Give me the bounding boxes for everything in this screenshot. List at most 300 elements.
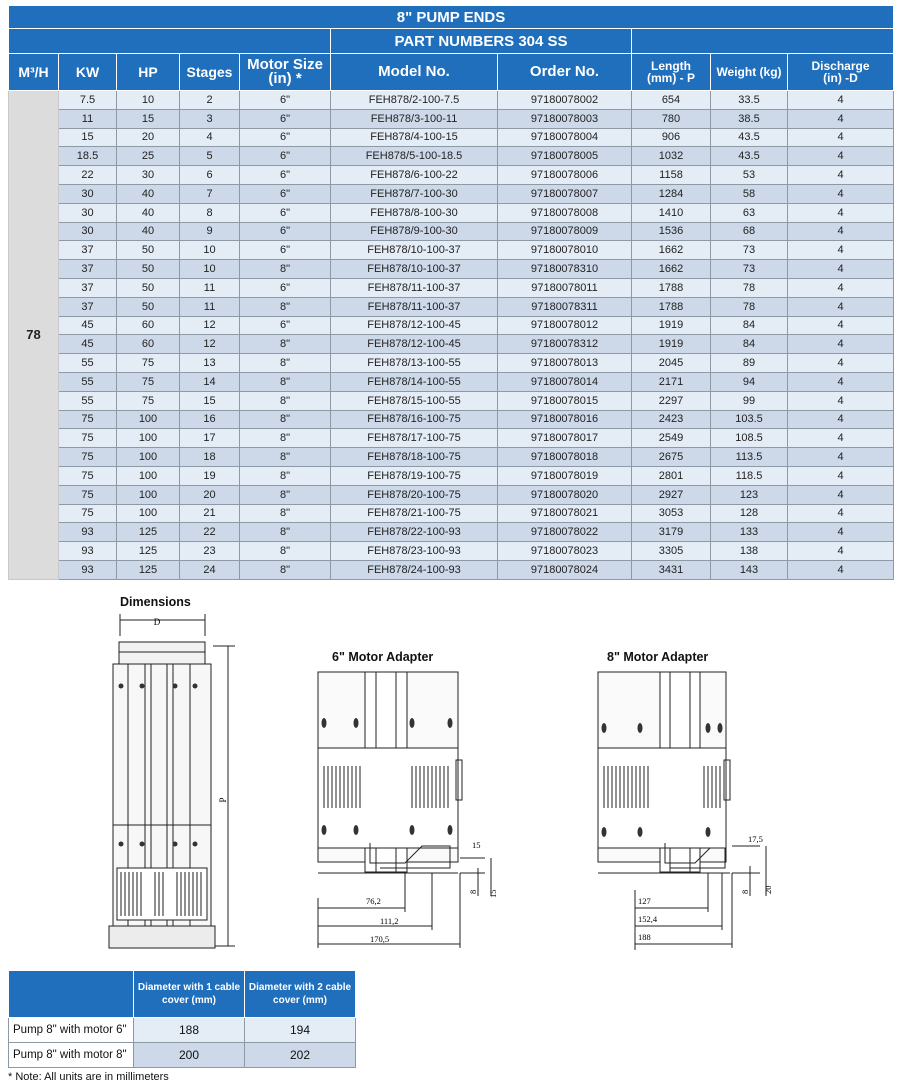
table-row bbox=[9, 278, 894, 297]
model-no-cell: FEH878/13-100-55 bbox=[331, 354, 498, 373]
table-row bbox=[9, 523, 894, 542]
stages-cell: 13 bbox=[180, 354, 240, 373]
motor-size-cell: 6" bbox=[240, 91, 331, 110]
motor6-dim-8: 8 bbox=[468, 889, 478, 894]
hp-cell: 75 bbox=[117, 372, 180, 391]
motor-size-cell: 8" bbox=[240, 372, 331, 391]
order-no-cell: 97180078010 bbox=[498, 241, 632, 260]
motor6-dim-170: 170,5 bbox=[370, 934, 390, 944]
model-no-cell: FEH878/2-100-7.5 bbox=[331, 91, 498, 110]
discharge-cell: 4 bbox=[788, 91, 894, 110]
discharge-cell: 4 bbox=[788, 372, 894, 391]
table-row bbox=[9, 354, 894, 373]
kw-cell: 11 bbox=[59, 109, 117, 128]
order-no-cell: 97180078018 bbox=[498, 448, 632, 467]
motor8-dim-20: 20 bbox=[763, 885, 773, 894]
diam-header-2-cover: Diameter with 2 cable cover (mm) bbox=[245, 971, 356, 1018]
hp-cell: 40 bbox=[117, 184, 180, 203]
length-cell: 2801 bbox=[632, 466, 711, 485]
length-cell: 2423 bbox=[632, 410, 711, 429]
length-cell: 2675 bbox=[632, 448, 711, 467]
stages-cell: 11 bbox=[180, 297, 240, 316]
kw-cell: 55 bbox=[59, 372, 117, 391]
motor6-title: 6" Motor Adapter bbox=[332, 650, 434, 664]
pump-ends-table bbox=[8, 5, 894, 580]
kw-cell: 55 bbox=[59, 391, 117, 410]
length-cell: 2045 bbox=[632, 354, 711, 373]
weight-cell: 118.5 bbox=[711, 466, 788, 485]
model-no-cell: FEH878/20-100-75 bbox=[331, 485, 498, 504]
motor8-adapter-drawing bbox=[590, 668, 800, 953]
model-no-cell: FEH878/22-100-93 bbox=[331, 523, 498, 542]
stages-cell: 18 bbox=[180, 448, 240, 467]
length-cell: 1662 bbox=[632, 260, 711, 279]
weight-cell: 103.5 bbox=[711, 410, 788, 429]
kw-cell: 30 bbox=[59, 222, 117, 241]
flow-rate-cell: 78 bbox=[9, 91, 59, 580]
table-row bbox=[9, 504, 894, 523]
kw-cell: 15 bbox=[59, 128, 117, 147]
discharge-cell: 4 bbox=[788, 147, 894, 166]
weight-cell: 143 bbox=[711, 560, 788, 579]
hp-cell: 125 bbox=[117, 523, 180, 542]
diam-1-cover-value: 200 bbox=[134, 1043, 245, 1068]
length-cell: 1919 bbox=[632, 335, 711, 354]
weight-cell: 94 bbox=[711, 372, 788, 391]
stages-cell: 3 bbox=[180, 109, 240, 128]
order-no-cell: 97180078009 bbox=[498, 222, 632, 241]
table-row bbox=[9, 184, 894, 203]
hp-cell: 75 bbox=[117, 354, 180, 373]
order-no-cell: 97180078310 bbox=[498, 260, 632, 279]
units-note: * Note: All units are in millimeters bbox=[8, 1071, 169, 1083]
hp-cell: 50 bbox=[117, 241, 180, 260]
kw-cell: 75 bbox=[59, 485, 117, 504]
hp-cell: 125 bbox=[117, 542, 180, 561]
header-spacer bbox=[9, 29, 331, 54]
weight-cell: 84 bbox=[711, 316, 788, 335]
order-no-cell: 97180078021 bbox=[498, 504, 632, 523]
length-cell: 1788 bbox=[632, 278, 711, 297]
order-no-cell: 97180078014 bbox=[498, 372, 632, 391]
stages-cell: 4 bbox=[180, 128, 240, 147]
weight-cell: 78 bbox=[711, 278, 788, 297]
stages-cell: 10 bbox=[180, 241, 240, 260]
weight-cell: 78 bbox=[711, 297, 788, 316]
table-row bbox=[9, 128, 894, 147]
weight-cell: 63 bbox=[711, 203, 788, 222]
kw-cell: 93 bbox=[59, 523, 117, 542]
weight-cell: 128 bbox=[711, 504, 788, 523]
discharge-cell: 4 bbox=[788, 128, 894, 147]
hp-cell: 100 bbox=[117, 429, 180, 448]
stages-cell: 8 bbox=[180, 203, 240, 222]
order-no-cell: 97180078003 bbox=[498, 109, 632, 128]
discharge-cell: 4 bbox=[788, 504, 894, 523]
motor-size-cell: 8" bbox=[240, 429, 331, 448]
weight-cell: 138 bbox=[711, 542, 788, 561]
table-row bbox=[9, 260, 894, 279]
table-row bbox=[9, 372, 894, 391]
weight-cell: 99 bbox=[711, 391, 788, 410]
model-no-cell: FEH878/8-100-30 bbox=[331, 203, 498, 222]
col-discharge-header bbox=[788, 54, 894, 91]
length-cell: 1662 bbox=[632, 241, 711, 260]
stages-cell: 24 bbox=[180, 560, 240, 579]
kw-cell: 45 bbox=[59, 316, 117, 335]
hp-cell: 125 bbox=[117, 560, 180, 579]
label-p: P bbox=[218, 797, 228, 803]
motor-size-cell: 6" bbox=[240, 316, 331, 335]
weight-cell: 108.5 bbox=[711, 429, 788, 448]
motor8-dim-17: 17,5 bbox=[748, 834, 763, 844]
stages-cell: 12 bbox=[180, 335, 240, 354]
order-no-cell: 97180078004 bbox=[498, 128, 632, 147]
hp-cell: 40 bbox=[117, 203, 180, 222]
discharge-cell: 4 bbox=[788, 260, 894, 279]
hp-cell: 50 bbox=[117, 297, 180, 316]
stages-cell: 7 bbox=[180, 184, 240, 203]
col-model-header: Model No. bbox=[331, 54, 498, 91]
motor-size-cell: 8" bbox=[240, 391, 331, 410]
discharge-cell: 4 bbox=[788, 542, 894, 561]
discharge-cell: 4 bbox=[788, 391, 894, 410]
kw-cell: 37 bbox=[59, 260, 117, 279]
hp-cell: 50 bbox=[117, 278, 180, 297]
discharge-cell: 4 bbox=[788, 560, 894, 579]
stages-cell: 19 bbox=[180, 466, 240, 485]
diam-2-cover-value: 194 bbox=[245, 1018, 356, 1043]
hp-cell: 25 bbox=[117, 147, 180, 166]
length-cell: 1410 bbox=[632, 203, 711, 222]
weight-cell: 53 bbox=[711, 166, 788, 185]
table-row bbox=[9, 448, 894, 467]
model-no-cell: FEH878/15-100-55 bbox=[331, 391, 498, 410]
weight-cell: 89 bbox=[711, 354, 788, 373]
hp-cell: 100 bbox=[117, 410, 180, 429]
table-title: 8" PUMP ENDS bbox=[9, 6, 894, 29]
motor-size-cell: 8" bbox=[240, 448, 331, 467]
stages-cell: 16 bbox=[180, 410, 240, 429]
motor-size-cell: 6" bbox=[240, 203, 331, 222]
stages-cell: 5 bbox=[180, 147, 240, 166]
discharge-cell: 4 bbox=[788, 184, 894, 203]
col-hp-header: HP bbox=[117, 54, 180, 91]
discharge-cell: 4 bbox=[788, 485, 894, 504]
motor8-dim-152: 152,4 bbox=[638, 914, 658, 924]
model-no-cell: FEH878/14-100-55 bbox=[331, 372, 498, 391]
motor8-title: 8" Motor Adapter bbox=[607, 650, 709, 664]
motor-size-cell: 6" bbox=[240, 222, 331, 241]
diam-row bbox=[9, 1018, 356, 1043]
diam-header-empty bbox=[9, 971, 134, 1018]
order-no-cell: 97180078020 bbox=[498, 485, 632, 504]
model-no-cell: FEH878/3-100-11 bbox=[331, 109, 498, 128]
motor-size-cell: 8" bbox=[240, 560, 331, 579]
kw-cell: 22 bbox=[59, 166, 117, 185]
table-row bbox=[9, 222, 894, 241]
order-no-cell: 97180078015 bbox=[498, 391, 632, 410]
hp-cell: 50 bbox=[117, 260, 180, 279]
diam-2-cover-value: 202 bbox=[245, 1043, 356, 1068]
model-no-cell: FEH878/9-100-30 bbox=[331, 222, 498, 241]
motor-size-cell: 6" bbox=[240, 278, 331, 297]
length-cell: 1536 bbox=[632, 222, 711, 241]
length-cell: 3305 bbox=[632, 542, 711, 561]
kw-cell: 93 bbox=[59, 560, 117, 579]
table-row bbox=[9, 109, 894, 128]
weight-cell: 38.5 bbox=[711, 109, 788, 128]
discharge-cell: 4 bbox=[788, 297, 894, 316]
model-no-cell: FEH878/7-100-30 bbox=[331, 184, 498, 203]
diam-1-cover-value: 188 bbox=[134, 1018, 245, 1043]
motor-size-cell: 8" bbox=[240, 504, 331, 523]
stages-cell: 20 bbox=[180, 485, 240, 504]
hp-cell: 75 bbox=[117, 391, 180, 410]
order-no-cell: 97180078006 bbox=[498, 166, 632, 185]
kw-cell: 30 bbox=[59, 184, 117, 203]
stages-cell: 21 bbox=[180, 504, 240, 523]
hp-cell: 100 bbox=[117, 448, 180, 467]
model-no-cell: FEH878/10-100-37 bbox=[331, 260, 498, 279]
diam-row bbox=[9, 1043, 356, 1068]
model-no-cell: FEH878/11-100-37 bbox=[331, 297, 498, 316]
discharge-cell: 4 bbox=[788, 166, 894, 185]
discharge-cell: 4 bbox=[788, 354, 894, 373]
motor-size-line1: Motor Size bbox=[247, 56, 323, 73]
discharge-cell: 4 bbox=[788, 203, 894, 222]
length-cell: 3179 bbox=[632, 523, 711, 542]
model-no-cell: FEH878/6-100-22 bbox=[331, 166, 498, 185]
motor-size-cell: 8" bbox=[240, 466, 331, 485]
order-no-cell: 97180078019 bbox=[498, 466, 632, 485]
stages-cell: 12 bbox=[180, 316, 240, 335]
col-flow-header: M³/H bbox=[9, 54, 59, 91]
weight-cell: 113.5 bbox=[711, 448, 788, 467]
order-no-cell: 97180078016 bbox=[498, 410, 632, 429]
weight-cell: 43.5 bbox=[711, 128, 788, 147]
length-cell: 2171 bbox=[632, 372, 711, 391]
model-no-cell: FEH878/11-100-37 bbox=[331, 278, 498, 297]
length-cell: 2549 bbox=[632, 429, 711, 448]
hp-cell: 100 bbox=[117, 466, 180, 485]
length-cell: 654 bbox=[632, 91, 711, 110]
motor8-dim-8: 8 bbox=[740, 889, 750, 894]
table-row bbox=[9, 466, 894, 485]
table-row bbox=[9, 297, 894, 316]
length-line1: Length bbox=[651, 59, 691, 73]
hp-cell: 60 bbox=[117, 316, 180, 335]
kw-cell: 75 bbox=[59, 466, 117, 485]
length-cell: 2297 bbox=[632, 391, 711, 410]
model-no-cell: FEH878/5-100-18.5 bbox=[331, 147, 498, 166]
col-weight-header: Weight (kg) bbox=[711, 54, 788, 91]
stages-cell: 11 bbox=[180, 278, 240, 297]
model-no-cell: FEH878/12-100-45 bbox=[331, 316, 498, 335]
kw-cell: 93 bbox=[59, 542, 117, 561]
discharge-cell: 4 bbox=[788, 222, 894, 241]
discharge-cell: 4 bbox=[788, 316, 894, 335]
stages-cell: 22 bbox=[180, 523, 240, 542]
stages-cell: 17 bbox=[180, 429, 240, 448]
kw-cell: 30 bbox=[59, 203, 117, 222]
diameter-table bbox=[8, 970, 356, 1068]
table-row bbox=[9, 316, 894, 335]
motor-size-cell: 8" bbox=[240, 297, 331, 316]
table-row bbox=[9, 429, 894, 448]
discharge-cell: 4 bbox=[788, 241, 894, 260]
table-row bbox=[9, 147, 894, 166]
stages-cell: 10 bbox=[180, 260, 240, 279]
kw-cell: 55 bbox=[59, 354, 117, 373]
discharge-cell: 4 bbox=[788, 109, 894, 128]
weight-cell: 84 bbox=[711, 335, 788, 354]
motor-size-line2: (in) * bbox=[268, 70, 302, 87]
weight-cell: 58 bbox=[711, 184, 788, 203]
motor-size-cell: 6" bbox=[240, 109, 331, 128]
motor8-dim-188: 188 bbox=[638, 932, 651, 942]
kw-cell: 7.5 bbox=[59, 91, 117, 110]
length-cell: 3431 bbox=[632, 560, 711, 579]
hp-cell: 60 bbox=[117, 335, 180, 354]
discharge-cell: 4 bbox=[788, 429, 894, 448]
order-no-cell: 97180078311 bbox=[498, 297, 632, 316]
kw-cell: 75 bbox=[59, 429, 117, 448]
col-kw-header: KW bbox=[59, 54, 117, 91]
motor-size-cell: 8" bbox=[240, 485, 331, 504]
table-row bbox=[9, 203, 894, 222]
kw-cell: 18.5 bbox=[59, 147, 117, 166]
discharge-line2: (in) -D bbox=[823, 71, 858, 85]
table-row bbox=[9, 335, 894, 354]
motor-size-cell: 8" bbox=[240, 354, 331, 373]
hp-cell: 20 bbox=[117, 128, 180, 147]
stages-cell: 9 bbox=[180, 222, 240, 241]
model-no-cell: FEH878/4-100-15 bbox=[331, 128, 498, 147]
discharge-cell: 4 bbox=[788, 278, 894, 297]
discharge-cell: 4 bbox=[788, 410, 894, 429]
weight-cell: 33.5 bbox=[711, 91, 788, 110]
order-no-cell: 97180078002 bbox=[498, 91, 632, 110]
length-cell: 1032 bbox=[632, 147, 711, 166]
order-no-cell: 97180078017 bbox=[498, 429, 632, 448]
weight-cell: 43.5 bbox=[711, 147, 788, 166]
order-no-cell: 97180078024 bbox=[498, 560, 632, 579]
motor6-dim-15: 15 bbox=[488, 889, 498, 898]
table-row bbox=[9, 560, 894, 579]
model-no-cell: FEH878/10-100-37 bbox=[331, 241, 498, 260]
discharge-cell: 4 bbox=[788, 523, 894, 542]
table-subtitle: PART NUMBERS 304 SS bbox=[331, 29, 632, 54]
kw-cell: 75 bbox=[59, 448, 117, 467]
hp-cell: 30 bbox=[117, 166, 180, 185]
model-no-cell: FEH878/24-100-93 bbox=[331, 560, 498, 579]
discharge-line1: Discharge bbox=[811, 59, 870, 73]
discharge-cell: 4 bbox=[788, 466, 894, 485]
col-length-header bbox=[632, 54, 711, 91]
table-row bbox=[9, 91, 894, 110]
weight-cell: 73 bbox=[711, 260, 788, 279]
stages-cell: 23 bbox=[180, 542, 240, 561]
motor-size-cell: 6" bbox=[240, 128, 331, 147]
kw-cell: 45 bbox=[59, 335, 117, 354]
hp-cell: 10 bbox=[117, 91, 180, 110]
kw-cell: 37 bbox=[59, 241, 117, 260]
motor6-dim-111: 111,2 bbox=[380, 916, 399, 926]
weight-cell: 123 bbox=[711, 485, 788, 504]
motor-size-cell: 8" bbox=[240, 523, 331, 542]
header-spacer-right bbox=[632, 29, 894, 54]
kw-cell: 37 bbox=[59, 297, 117, 316]
table-row bbox=[9, 391, 894, 410]
diam-row-label: Pump 8" with motor 6" bbox=[9, 1018, 134, 1043]
hp-cell: 40 bbox=[117, 222, 180, 241]
order-no-cell: 97180078011 bbox=[498, 278, 632, 297]
length-cell: 3053 bbox=[632, 504, 711, 523]
col-stages-header: Stages bbox=[180, 54, 240, 91]
length-cell: 906 bbox=[632, 128, 711, 147]
length-cell: 1158 bbox=[632, 166, 711, 185]
table-row bbox=[9, 542, 894, 561]
motor-size-cell: 6" bbox=[240, 184, 331, 203]
table-row bbox=[9, 241, 894, 260]
model-no-cell: FEH878/17-100-75 bbox=[331, 429, 498, 448]
order-no-cell: 97180078013 bbox=[498, 354, 632, 373]
order-no-cell: 97180078022 bbox=[498, 523, 632, 542]
motor-size-cell: 6" bbox=[240, 241, 331, 260]
motor6-adapter-drawing bbox=[310, 668, 520, 953]
length-cell: 1284 bbox=[632, 184, 711, 203]
diam-header-1-cover: Diameter with 1 cable cover (mm) bbox=[134, 971, 245, 1018]
dimensions-title: Dimensions bbox=[120, 595, 191, 609]
motor-size-cell: 8" bbox=[240, 260, 331, 279]
stages-cell: 14 bbox=[180, 372, 240, 391]
order-no-cell: 97180078312 bbox=[498, 335, 632, 354]
kw-cell: 75 bbox=[59, 504, 117, 523]
motor6-dim-15-top: 15 bbox=[472, 840, 481, 850]
order-no-cell: 97180078023 bbox=[498, 542, 632, 561]
pump-table-body bbox=[9, 91, 894, 580]
length-cell: 1788 bbox=[632, 297, 711, 316]
weight-cell: 73 bbox=[711, 241, 788, 260]
table-row bbox=[9, 485, 894, 504]
discharge-cell: 4 bbox=[788, 335, 894, 354]
motor6-dim-76: 76,2 bbox=[366, 896, 381, 906]
length-cell: 2927 bbox=[632, 485, 711, 504]
length-cell: 780 bbox=[632, 109, 711, 128]
label-d: D bbox=[153, 617, 161, 627]
table-row bbox=[9, 410, 894, 429]
discharge-cell: 4 bbox=[788, 448, 894, 467]
hp-cell: 15 bbox=[117, 109, 180, 128]
model-no-cell: FEH878/19-100-75 bbox=[331, 466, 498, 485]
motor-size-cell: 8" bbox=[240, 410, 331, 429]
kw-cell: 75 bbox=[59, 410, 117, 429]
motor-size-cell: 6" bbox=[240, 166, 331, 185]
kw-cell: 37 bbox=[59, 278, 117, 297]
motor-size-cell: 8" bbox=[240, 542, 331, 561]
diam-row-label: Pump 8" with motor 8" bbox=[9, 1043, 134, 1068]
weight-cell: 68 bbox=[711, 222, 788, 241]
order-no-cell: 97180078008 bbox=[498, 203, 632, 222]
motor8-dim-127: 127 bbox=[638, 896, 651, 906]
table-row bbox=[9, 166, 894, 185]
hp-cell: 100 bbox=[117, 504, 180, 523]
motor-size-cell: 8" bbox=[240, 335, 331, 354]
weight-cell: 133 bbox=[711, 523, 788, 542]
col-order-header: Order No. bbox=[498, 54, 632, 91]
model-no-cell: FEH878/21-100-75 bbox=[331, 504, 498, 523]
